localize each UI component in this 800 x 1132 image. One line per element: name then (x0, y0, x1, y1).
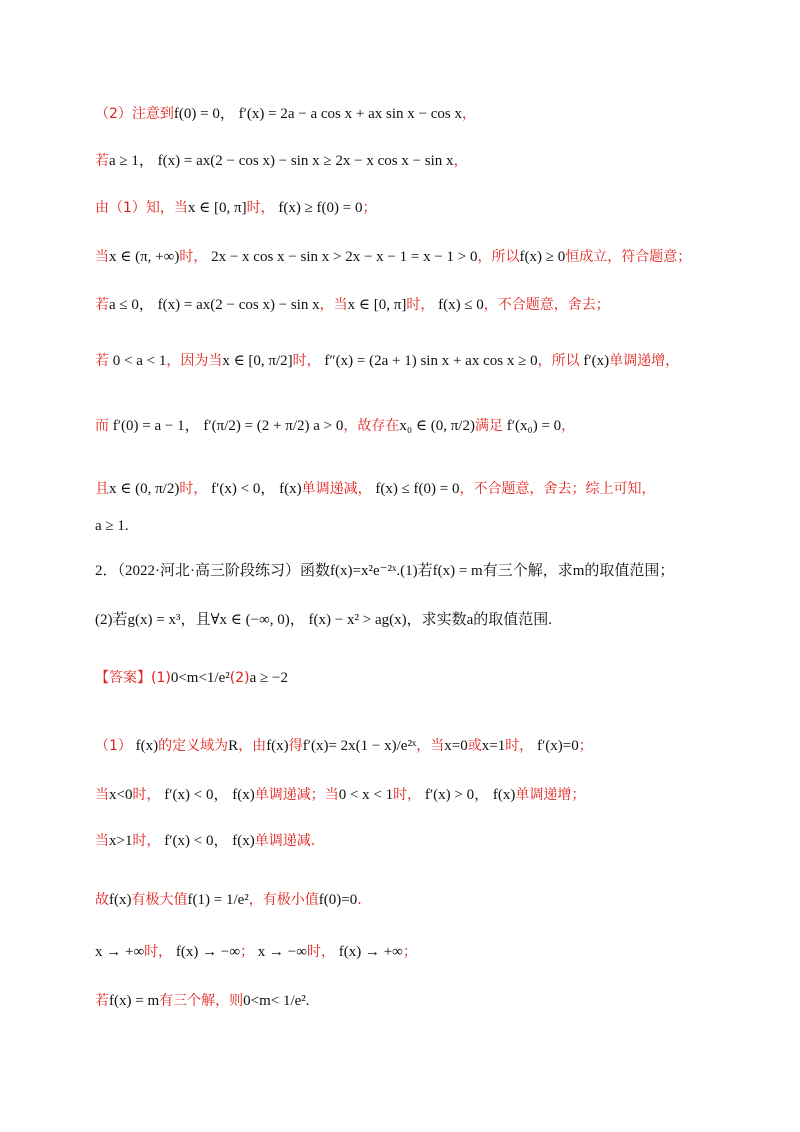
solution-text: 的定义域为 (158, 738, 229, 754)
math-expression: a ≥ 1. (95, 518, 129, 534)
solution-text: 时， (132, 787, 161, 803)
solution-1-line (95, 350, 740, 372)
solution-text: ； (362, 200, 377, 216)
solution-text: 时， (144, 944, 173, 960)
solution-text: 若 (95, 993, 109, 1009)
math-expression: x>1 (109, 833, 133, 849)
math-expression: f(x) = m (432, 563, 483, 579)
solution-text: 【答案】(1) (95, 670, 171, 686)
math-expression: 的取值范围. (473, 612, 553, 628)
solution-text: 得 (288, 738, 303, 754)
math-expression: ，求实数 (406, 612, 467, 628)
math-expression: f(x) (131, 738, 159, 754)
math-expression: x=0 (444, 738, 468, 754)
solution-text: 时， (179, 249, 208, 265)
math-expression: a (466, 612, 474, 628)
solution-text: 时， (393, 787, 422, 803)
solution-text: 且 (95, 481, 109, 497)
solution-text: ， (561, 418, 576, 434)
solution-1-line (95, 103, 740, 125)
math-expression: f′(x) < 0， (160, 833, 229, 849)
solution-text: ； (402, 944, 417, 960)
solution-text: 时， (179, 481, 208, 497)
solution-text: 恒成立，符合题意； (565, 249, 692, 265)
math-expression: f(x) = ax(2 − cos x) − sin x ≥ 2x − x cos x − sin x (153, 153, 454, 169)
math-expression: R (228, 738, 239, 754)
math-expression: ，且 (180, 612, 211, 628)
math-expression: f′(π/2) = (2 + π/2) a > 0 (199, 418, 344, 434)
math-expression: 0 < a < 1 (109, 353, 167, 369)
solution-text: ，故存在 (343, 418, 400, 434)
math-expression: a ≤ 0， (109, 297, 154, 313)
math-expression: f(x) (266, 738, 289, 754)
solution-text: 当 (95, 833, 109, 849)
math-expression: f(0) = 0， (173, 106, 235, 122)
math-expression: f′(x) < 0， (207, 481, 276, 497)
math-expression: f(x) (228, 787, 255, 803)
solution-text: 时， (406, 297, 435, 313)
math-expression: . (305, 993, 310, 1009)
math-expression: f(x) − x² > ag(x) (304, 612, 407, 628)
math-expression: f′(x) = 2a − a cos x + ax sin x − cos x (234, 106, 462, 122)
solution-text: ，当 (416, 738, 445, 754)
math-expression: 2．（2022·河北·高三阶段练习）函数 (95, 563, 330, 579)
solution-text: 时， (505, 738, 534, 754)
math-expression: a ≥ −2 (249, 670, 288, 686)
solution-text: 故 (95, 892, 109, 908)
solution-text: ； (578, 738, 593, 754)
math-expression: f′(x₀) = 0 (502, 418, 562, 434)
math-expression: f′(x)= 2x(1 − x)/e²ˣ (302, 738, 417, 754)
math-expression: f′(x)=0 (533, 738, 579, 754)
solution-text: 有极大值 (131, 892, 188, 908)
math-expression: a ≥ 1， (109, 153, 154, 169)
solution-2-line (95, 990, 740, 1012)
math-expression: f(x) (275, 481, 302, 497)
math-expression: 的取值范围； (584, 563, 675, 579)
math-expression: .(1)若 (396, 563, 433, 579)
solution-text: 若 (95, 153, 109, 169)
solution-2-line (95, 735, 740, 757)
solution-text: 由（1）知，当 (95, 200, 188, 216)
solution-text: 有三个解，则 (159, 993, 244, 1009)
math-expression: ∀x ∈ (−∞, 0) (210, 612, 290, 628)
solution-text: ，有极小值 (248, 892, 319, 908)
solution-text: ，因为当 (166, 353, 223, 369)
math-expression: x ∈ (0, π/2) (109, 481, 180, 497)
math-expression: f(x) ≤ 0 (434, 297, 484, 313)
math-expression: x → +∞ (95, 944, 145, 960)
solution-text: 单调递增； (515, 787, 586, 803)
solution-text: ， (453, 153, 468, 169)
math-expression: f′(x) (579, 353, 610, 369)
solution-1-line (95, 246, 740, 268)
solution-text: ，不合题意，舍去；综上可知， (459, 481, 656, 497)
math-expression: f(x) (489, 787, 516, 803)
solution-1-line (95, 515, 740, 537)
solution-text: 当 (95, 787, 109, 803)
solution-text: （1） (95, 738, 132, 754)
solution-text: (2) (229, 670, 250, 686)
math-expression: 0<m<1/e² (170, 670, 230, 686)
solution-text: 单调递减；当 (254, 787, 339, 803)
math-expression: f(x) = ax(2 − cos x) − sin x (153, 297, 320, 313)
math-expression: f(x) → −∞ (172, 944, 241, 960)
solution-text: ，不合题意，舍去； (483, 297, 610, 313)
solution-text: ； (240, 944, 255, 960)
solution-text: . (357, 892, 362, 908)
solution-text: 而 (95, 418, 109, 434)
math-expression: g(x) = x³ (127, 612, 181, 628)
math-expression: f(1) = 1/e² (187, 892, 249, 908)
math-expression: f(x) ≥ 0 (519, 249, 566, 265)
solution-text: 当 (95, 249, 109, 265)
math-expression: f′(x) > 0， (421, 787, 490, 803)
math-expression: x=1 (481, 738, 506, 754)
solution-text: ，由 (238, 738, 267, 754)
solution-2-line (95, 889, 740, 911)
math-expression: 有三个解，求 (482, 563, 573, 579)
question-2-line (95, 609, 740, 631)
math-expression: f(x) (228, 833, 255, 849)
solution-1-line (95, 197, 740, 219)
math-expression: 2x − x cos x − sin x > 2x − x − 1 = x − 1 > 0 (207, 249, 478, 265)
solution-text: 时， (246, 200, 275, 216)
math-expression: x ∈ (π, +∞) (109, 249, 180, 265)
solution-text: ，所以 (537, 353, 580, 369)
math-expression: f(x) → +∞ (334, 944, 403, 960)
solution-text: ，当 (319, 297, 348, 313)
solution-text: 单调递增， (609, 353, 680, 369)
math-expression: x ∈ [0, π] (347, 297, 407, 313)
question-2-line (95, 560, 740, 582)
solution-1-line (95, 415, 740, 437)
math-expression: (2)若 (95, 612, 128, 628)
solution-2-line (95, 941, 740, 963)
solution-1-line (95, 294, 740, 316)
solution-text: 时， (306, 944, 335, 960)
math-expression: x → −∞ (254, 944, 307, 960)
math-expression: f(x) = m (109, 993, 160, 1009)
solution-1-line (95, 150, 740, 172)
math-expression: f(0)=0 (318, 892, 358, 908)
solution-text: 单调递减. (254, 833, 316, 849)
solution-2-line (95, 784, 740, 806)
math-expression: f(x)=x²e⁻²ˣ (330, 563, 397, 579)
math-expression: f(x) (109, 892, 132, 908)
solution-text: 时， (132, 833, 161, 849)
math-expression: f(x) ≤ f(0) = 0 (371, 481, 460, 497)
solution-text: ， (461, 106, 476, 122)
math-expression: 0 < x < 1 (338, 787, 394, 803)
solution-text: ，所以 (477, 249, 520, 265)
math-expression: 0<m< 1/e² (243, 993, 306, 1009)
math-expression: x₀ ∈ (0, π/2) (399, 418, 475, 434)
math-expression: f(x) ≥ f(0) = 0 (274, 200, 363, 216)
math-expression: f′(0) = a − 1， (109, 418, 200, 434)
math-expression: m (572, 563, 585, 579)
solution-text: 或 (467, 738, 482, 754)
solution-2-line (95, 830, 740, 852)
math-expression: x<0 (109, 787, 133, 803)
math-expression: f′(x) < 0， (160, 787, 229, 803)
math-expression: f″(x) = (2a + 1) sin x + ax cos x ≥ 0 (320, 353, 538, 369)
solution-text: 满足 (474, 418, 503, 434)
answer-2-line (95, 667, 740, 689)
math-expression: x ∈ [0, π] (187, 200, 247, 216)
solution-text: （2）注意到 (95, 106, 174, 122)
solution-1-line (95, 478, 740, 500)
solution-text: 时， (292, 353, 321, 369)
solution-text: 若 (95, 353, 109, 369)
solution-text: 单调递减， (301, 481, 372, 497)
solution-text: 若 (95, 297, 109, 313)
math-expression: x ∈ [0, π/2] (222, 353, 293, 369)
math-expression: ， (289, 612, 305, 628)
